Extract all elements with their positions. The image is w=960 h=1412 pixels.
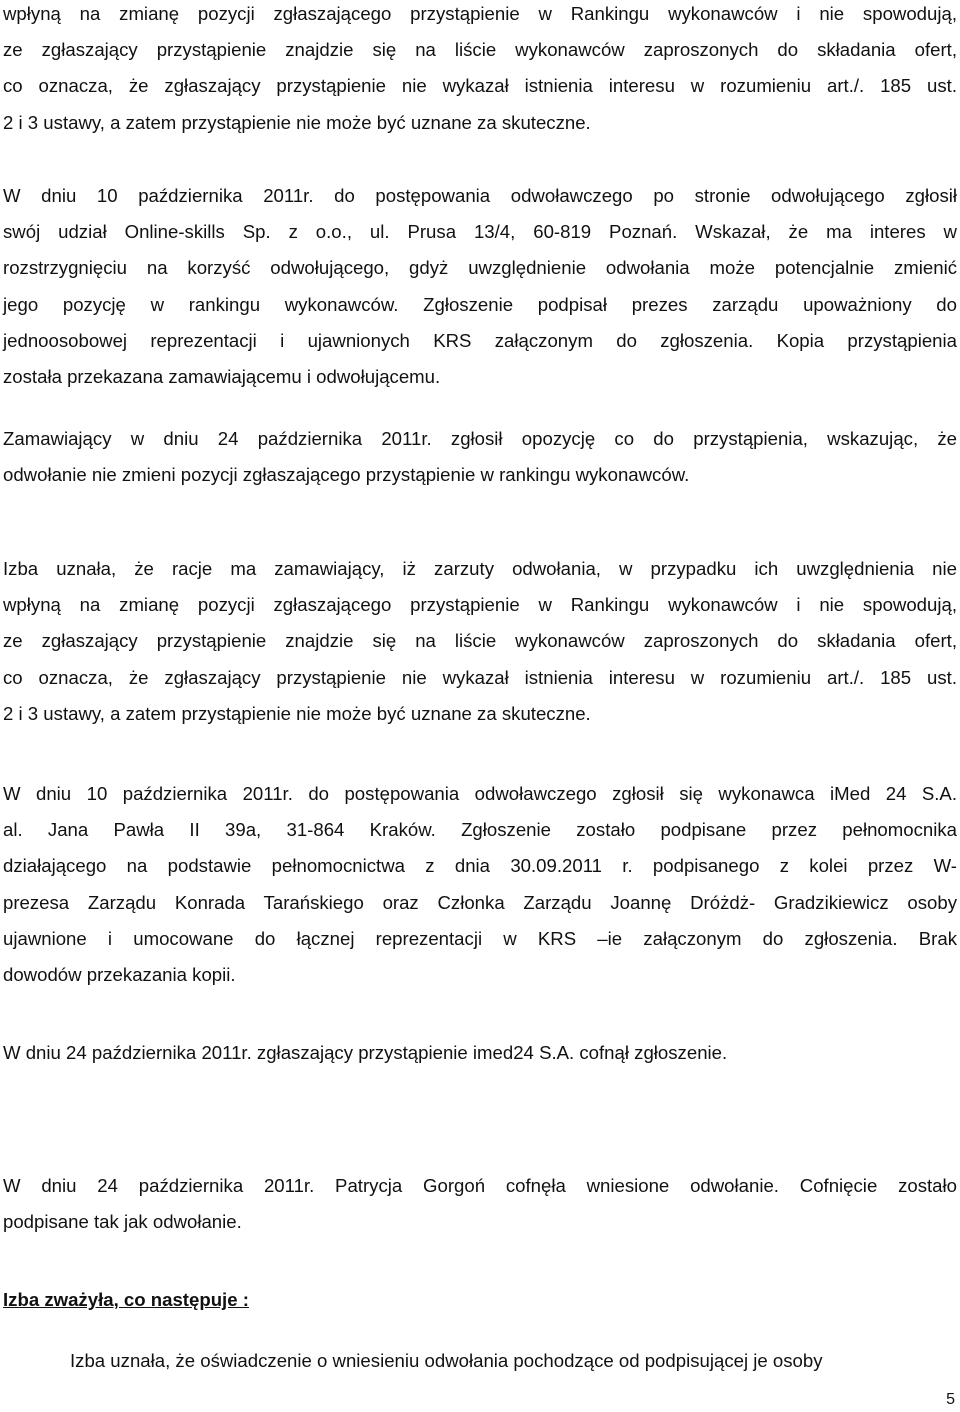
text-line: W dniu 24 października 2011r. zgłaszający przystąpienie imed24 S.A. cofnął zgłoszenie. — [3, 1042, 728, 1063]
paragraph-5 — [3, 776, 957, 993]
text-line: prezesa Zarządu Konrada Tarańskiego oraz Członka Zarządu Joannę Dróżdż- Gradzikiewicz osoby — [3, 891, 957, 913]
text-line: wpłyną na zmianę pozycji zgłaszającego przystąpienie w Rankingu wykonawców i nie spowodują, — [3, 3, 957, 24]
text-line: ujawnione i umocowane do łącznej reprezentacji w KRS –ie załączonym do zgłoszenia. Brak — [3, 927, 957, 949]
text-line: jego pozycję w rankingu wykonawców. Zgłoszenie podpisał prezes zarządu upoważniony do — [3, 293, 957, 315]
text-line: 2 i 3 ustawy, a zatem przystąpienie nie może być uznane za skuteczne. — [3, 111, 591, 133]
paragraph-4 — [3, 551, 957, 732]
text-line: działającego na podstawie pełnomocnictwa z dnia 30.09.2011 r. podpisanego z kolei przez W- — [3, 855, 957, 877]
section-heading: Izba zważyła, co następuje : — [3, 1289, 249, 1310]
text-line: podpisane tak jak odwołanie. — [3, 1211, 242, 1233]
text-line: jednoosobowej reprezentacji i ujawnionych KRS załączonym do zgłoszenia. Kopia przystąpienia — [3, 329, 957, 351]
paragraph-6 — [3, 1035, 957, 1071]
text-line: co oznacza, że zgłaszający przystąpienie nie wykazał istnienia interesu w rozumieniu art./. 185 ust. — [3, 666, 957, 688]
text-line: została przekazana zamawiającemu i odwołującemu. — [3, 365, 441, 387]
paragraph-3 — [3, 421, 957, 493]
text-line: co oznacza, że zgłaszający przystąpienie nie wykazał istnienia interesu w rozumieniu art./. 185 ust. — [3, 75, 957, 97]
paragraph-1 — [3, 0, 957, 141]
paragraph-7 — [3, 1168, 957, 1240]
page-number: 5 — [946, 1391, 955, 1408]
text-line: W dniu 10 października 2011r. do postępowania odwoławczego zgłosił się wykonawca iMed 24 S.A. — [3, 783, 957, 804]
text-line: wpłyną na zmianę pozycji zgłaszającego przystąpienie w Rankingu wykonawców i nie spowodują, — [3, 594, 957, 616]
paragraph-2 — [3, 178, 957, 395]
text-line: W dniu 24 października 2011r. Patrycja Gorgoń cofnęła wniesione odwołanie. Cofnięcie zostało — [3, 1175, 957, 1196]
text-line: 2 i 3 ustawy, a zatem przystąpienie nie może być uznane za skuteczne. — [3, 702, 591, 724]
text-line: al. Jana Pawła II 39a, 31-864 Kraków. Zgłoszenie zostało podpisane przez pełnomocnika — [3, 819, 957, 841]
section-heading-block — [3, 1282, 957, 1318]
text-line: dowodów przekazania kopii. — [3, 963, 236, 985]
text-line: swój udział Online-skills Sp. z o.o., ul. Prusa 13/4, 60-819 Poznań. Wskazał, że ma interes w — [3, 221, 957, 243]
text-line: W dniu 10 października 2011r. do postępowania odwoławczego po stronie odwołującego zgłosił — [3, 185, 957, 206]
text-line: odwołanie nie zmieni pozycji zgłaszającego przystąpienie w rankingu wykonawców. — [3, 464, 690, 486]
text-line: Izba uznała, że racje ma zamawiający, iż zarzuty odwołania, w przypadku ich uwzględnienia nie — [3, 558, 957, 579]
text-line: ze zgłaszający przystąpienie znajdzie się na liście wykonawców zaproszonych do składania ofert, — [3, 39, 957, 61]
text-line: rozstrzygnięciu na korzyść odwołującego, gdyż uwzględnienie odwołania może potencjalnie zmienić — [3, 257, 957, 279]
text-line: Izba uznała, że oświadczenie o wniesieniu odwołania pochodzące od podpisującej je osoby — [70, 1350, 823, 1371]
text-line: Zamawiający w dniu 24 października 2011r. zgłosił opozycję co do przystąpienia, wskazując, że — [3, 428, 957, 449]
paragraph-8 — [3, 1343, 957, 1379]
text-line: ze zgłaszający przystąpienie znajdzie się na liście wykonawców zaproszonych do składania ofert, — [3, 630, 957, 652]
